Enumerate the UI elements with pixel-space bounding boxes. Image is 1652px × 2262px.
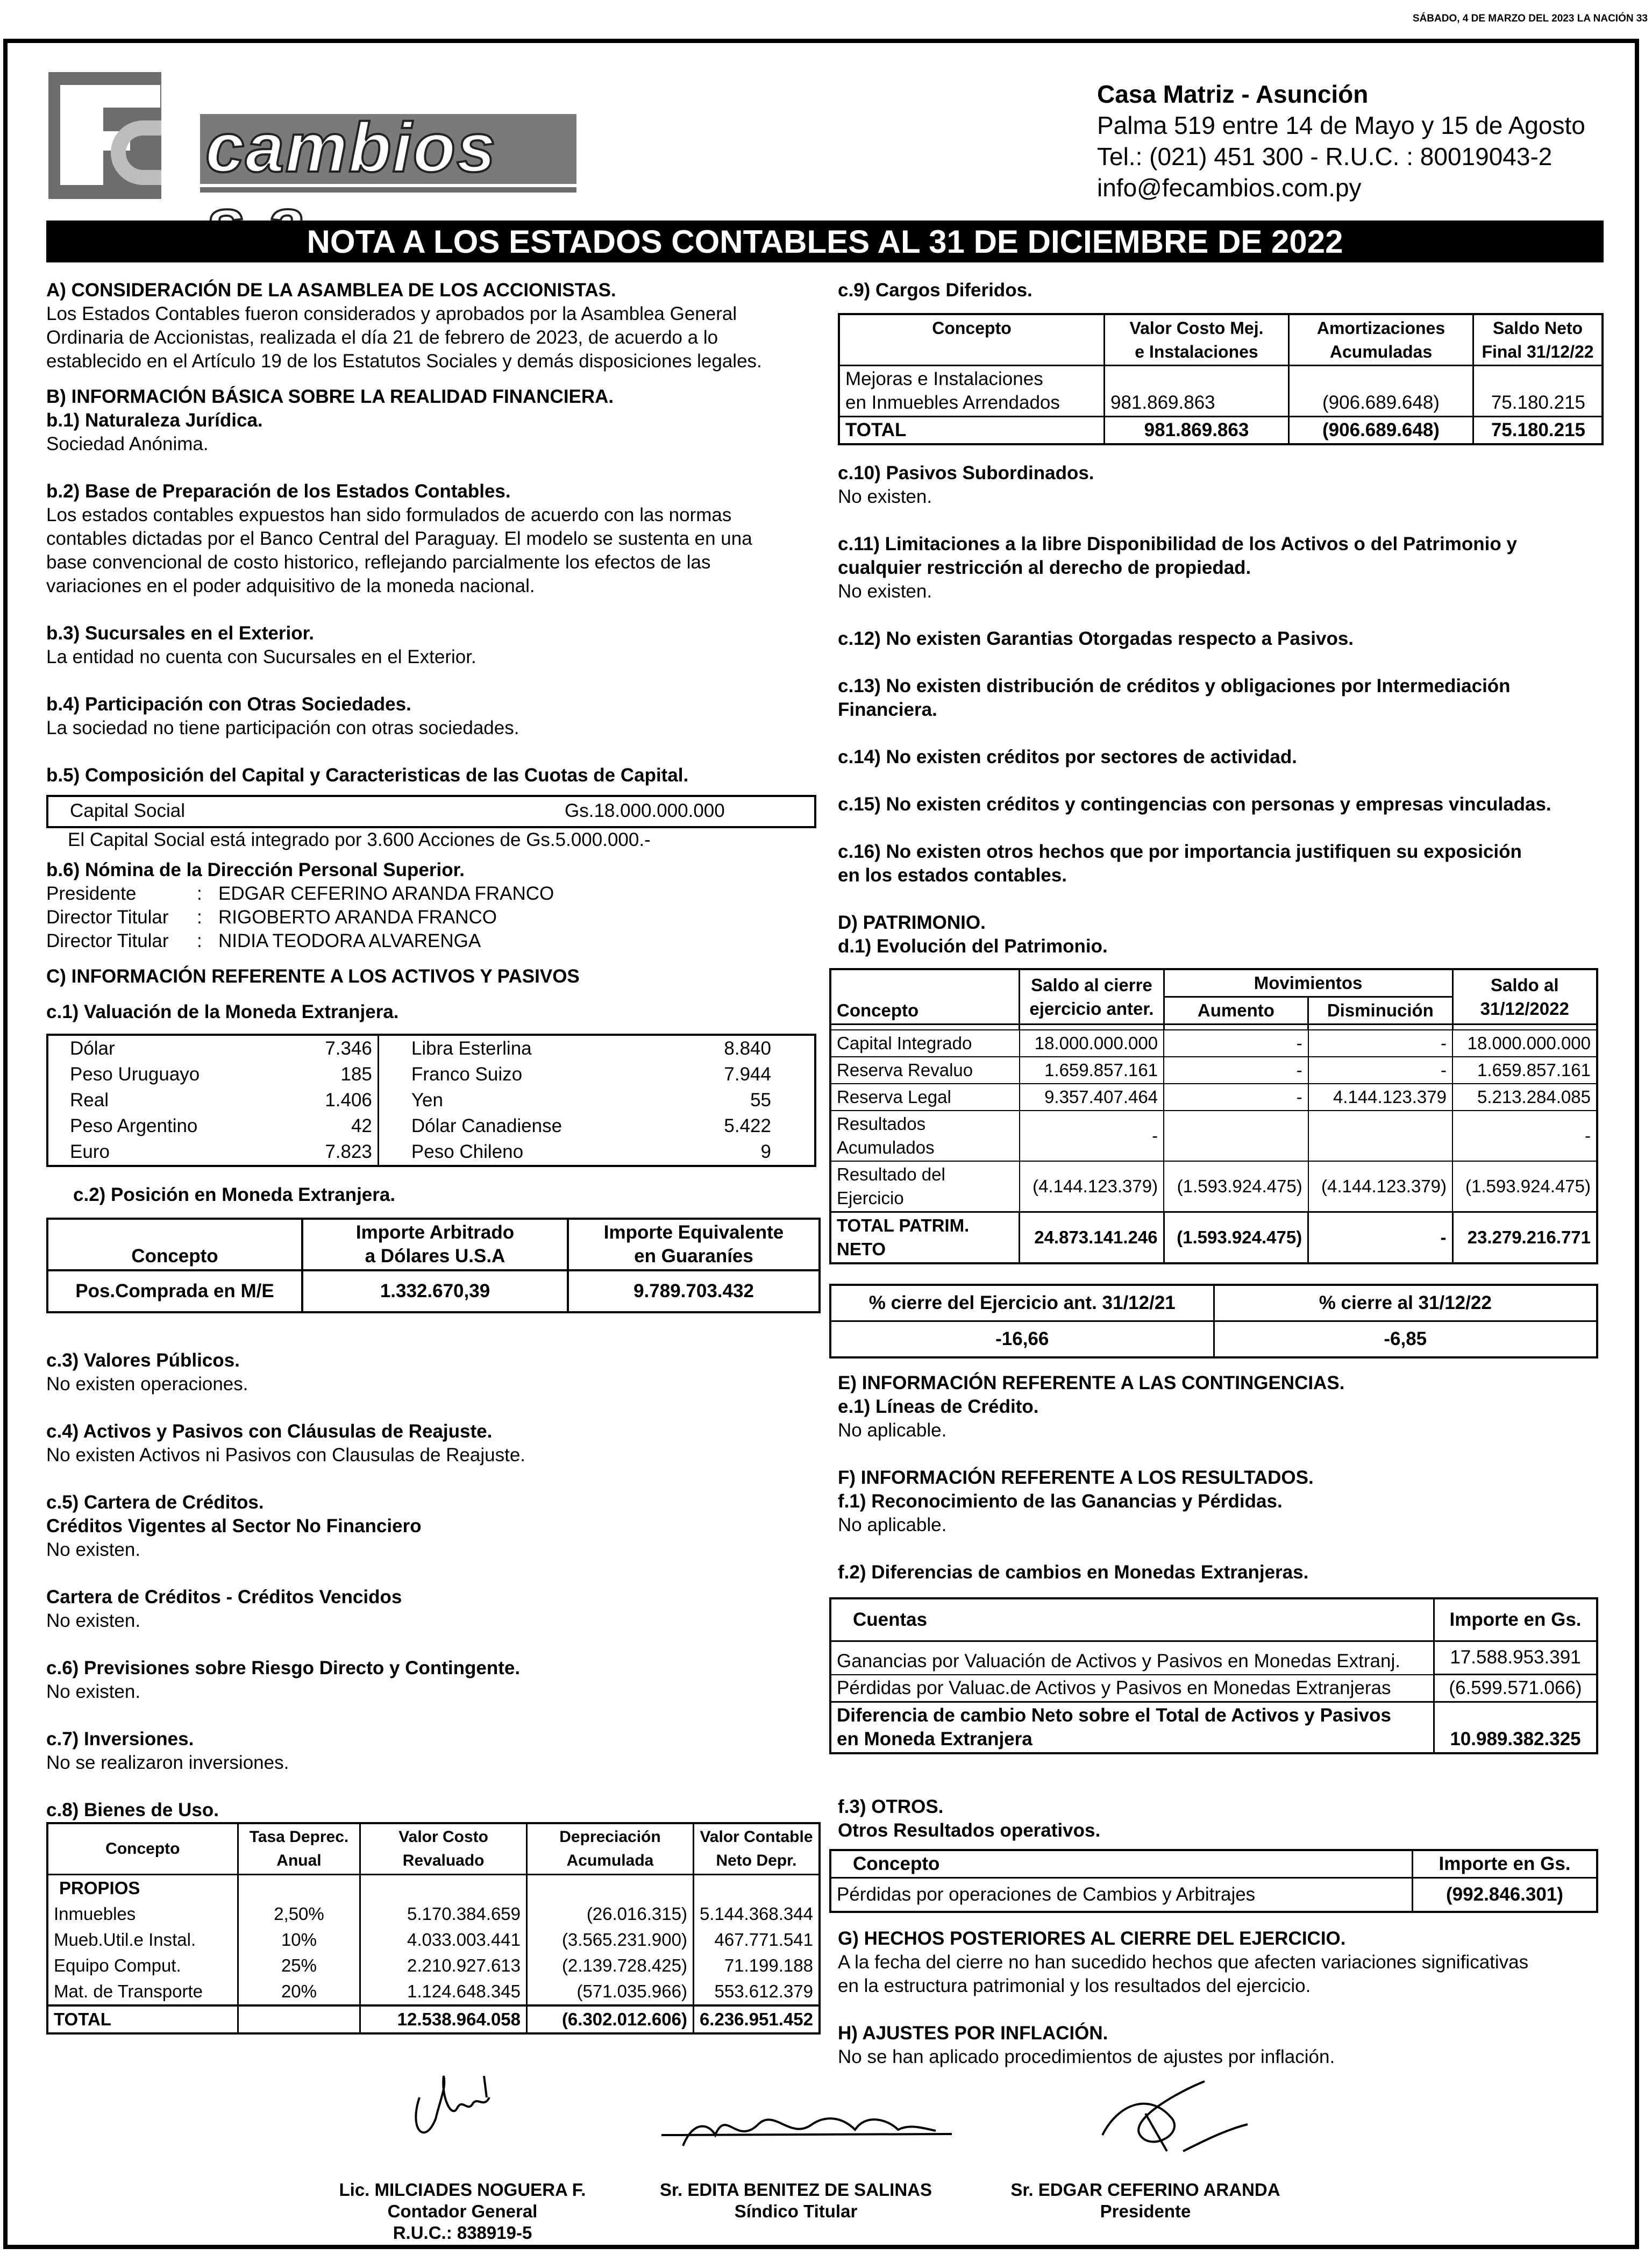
table-cell: -16,66 [830,1321,1214,1357]
section-b-title: B) INFORMACIÓN BÁSICA SOBRE LA REALIDAD FINANCIERA. [46,386,614,407]
column-header: Importe en Gs. [1413,1850,1598,1878]
c9-title: c.9) Cargos Diferidos. [838,280,1032,301]
section-a-text: Ordinaria de Accionistas, realizada el día 21 de febrero de 2023, de acuerdo a lo [46,327,718,348]
section-a-title: A) CONSIDERACIÓN DE LA ASAMBLEA DE LOS ACCIONISTAS. [46,280,616,301]
h-text: No se han aplicado procedimientos de ajustes por inflación. [838,2046,1335,2067]
table-row [830,1057,1597,1084]
table-cell: TOTAL [54,2009,111,2029]
c5-subtitle: Créditos Vigentes al Sector No Financiero [46,1516,422,1537]
section-g-title: G) HECHOS POSTERIORES AL CIERRE DEL EJERCICIO. [838,1928,1346,1949]
signature-block-president [989,2179,1301,2222]
table-header-row [830,969,1597,997]
e1-text: No aplicable. [838,1419,947,1441]
table-cell: 25% [238,1953,360,1979]
column-header: Aumento [1164,997,1308,1025]
table-cell: 1.659.857.161 [1452,1057,1597,1084]
table-cell [1308,1111,1452,1161]
table-cell: 9.357.407.464 [1020,1084,1164,1111]
left-column [46,279,821,2035]
table-row [47,1087,815,1113]
column-header-line: a Dólares U.S.A [365,1246,505,1267]
section-c-title: C) INFORMACIÓN REFERENTE A LOS ACTIVOS Y PASIVOS [46,966,580,987]
c3-title: c.3) Valores Públicos. [46,1350,240,1371]
table-cell: 75.180.215 [1473,417,1603,445]
table-cell: Yen [411,1090,443,1111]
director-sep: : [197,930,202,951]
b2-text: contables dictadas por el Banco Central del Paraguay. El modelo se sustenta en una [46,528,752,549]
table-header-row [830,1285,1597,1321]
signatory-ruc: R.U.C.: 838919-5 [393,2223,532,2243]
table-cell: (6.302.012.606) [527,2005,694,2033]
table-header-row [47,1823,820,1875]
table-cell: Mat. de Transporte [54,1981,203,2001]
table-cell: 71.199.188 [693,1953,820,1979]
table-cell: Peso Argentino [70,1115,198,1136]
column-header [568,1219,820,1270]
signature-scribble-1 [403,2065,500,2157]
director-name: EDGAR CEFERINO ARANDA FRANCO [218,883,554,904]
table-cell: Resultados Acumulados [830,1111,1020,1161]
currency-valuation-table [46,1034,816,1167]
column-header-line: Tasa Deprec. [249,1828,349,1846]
section-d-title: D) PATRIMONIO. [838,912,986,933]
table-cell: Reserva Revaluo [830,1057,1020,1084]
table-cell: - [1164,1057,1308,1084]
f3-title: f.3) OTROS. [838,1796,944,1817]
column-header-line: Importe Equivalente [603,1222,784,1243]
table-cell: 20% [238,1979,360,2005]
table-header-row [47,1219,820,1270]
b3-text: La entidad no cuenta con Sucursales en el Exterior. [46,646,476,667]
table-row [830,1641,1597,1675]
f2-title: f.2) Diferencias de cambios en Monedas Extranjeras. [838,1561,1309,1583]
b1-text: Sociedad Anónima. [46,433,209,454]
column-header-line: Importe Arbitrado [355,1222,515,1243]
column-header-line: e Instalaciones [1135,342,1258,361]
column-header-line: Final 31/12/22 [1482,342,1594,361]
g-text: A la fecha del cierre no han sucedido hechos que afecten variaciones significativas [838,1952,1529,1973]
cell-line: Diferencia de cambio Neto sobre el Total de Activos y Pasivos [837,1705,1391,1726]
table-cell: 2.210.927.613 [360,1953,527,1979]
hq-address: Palma 519 entre 14 de Mayo y 15 de Agosto [1097,111,1585,139]
table-cell: 5.422 [724,1115,771,1136]
directors-list [46,882,821,953]
c4-text: No existen Activos ni Pasivos con Clausulas de Reajuste. [46,1445,526,1466]
column-header: Concepto [47,1823,238,1875]
table-cell: - [1308,1030,1452,1057]
table-cell: 17.588.953.391 [1434,1641,1598,1675]
table-cell: 5.213.284.085 [1452,1084,1597,1111]
table-cell: Pérdidas por operaciones de Cambios y Arbitrajes [830,1878,1413,1912]
signatory-role: Presidente [1100,2201,1191,2221]
column-header [527,1823,694,1875]
table-cell: (906.689.648) [1289,417,1473,445]
table-header-row [839,314,1603,366]
c6-title: c.6) Previsiones sobre Riesgo Directo y Contingente. [46,1658,521,1678]
b2-text: Los estados contables expuestos han sido formulados de acuerdo con las normas [46,504,732,525]
g-text: en la estructura patrimonial y los resultados del ejercicio. [838,1975,1311,1996]
table-row [47,1927,820,1953]
table-cell: (3.565.231.900) [527,1927,694,1953]
cell-line: en Inmuebles Arrendados [845,392,1060,413]
table-cell: - [1452,1111,1597,1161]
b6-title: b.6) Nómina de la Dirección Personal Superior. [46,859,465,880]
c10-text: No existen. [838,486,932,507]
table-cell: 7.944 [724,1064,771,1085]
right-column [838,279,1604,2069]
c11-text: No existen. [838,581,932,602]
table-cell: Pos.Comprada en M/E [47,1270,302,1312]
capital-label: Capital Social [70,800,185,821]
column-header-line: Anual [276,1852,322,1869]
percent-table [829,1284,1598,1358]
c5b-text: No existen. [46,1610,141,1631]
e1-title: e.1) Líneas de Crédito. [838,1396,1039,1417]
table-cell: (26.016.315) [527,1901,694,1927]
table-row [839,366,1603,417]
table-cell: Real [70,1090,109,1111]
table-cell: - [1308,1212,1452,1263]
table-cell: TOTAL PATRIM. NETO [830,1212,1020,1263]
table-cell: 981.869.863 [1105,366,1289,417]
c7-text: No se realizaron inversiones. [46,1752,289,1773]
other-results-table [829,1849,1598,1913]
c10-title: c.10) Pasivos Subordinados. [838,463,1094,483]
table-cell: 553.612.379 [693,1979,820,2005]
column-header [1289,314,1473,366]
column-header-line: Valor Costo Mej. [1129,318,1264,338]
column-header: Importe en Gs. [1434,1598,1598,1641]
cell-line: en Moneda Extranjera [837,1728,1032,1749]
table-cell: (1.593.924.475) [1452,1161,1597,1212]
table-header-row [830,1598,1597,1641]
column-header-line: Acumuladas [1329,342,1433,361]
table-cell: Franco Suizo [411,1064,523,1085]
table-cell: Reserva Legal [830,1084,1020,1111]
table-cell: 7.823 [289,1139,379,1166]
table-cell: Euro [70,1141,110,1162]
c8-title: c.8) Bienes de Uso. [46,1799,219,1820]
c1-title: c.1) Valuación de la Moneda Extranjera. [46,1001,399,1022]
table-cell: Dólar Canadiense [411,1115,562,1136]
signatory-name: Lic. MILCIADES NOGUERA F. [339,2180,586,2200]
page-number: 33 [1636,13,1648,24]
table-total-row [839,417,1603,445]
table-cell: 23.279.216.771 [1452,1212,1597,1263]
fx-differences-table [829,1597,1598,1755]
section-a-text: establecido en el Artículo 19 de los Estatutos Sociales y demás disposiciones legales. [46,351,762,372]
director-row [46,929,821,953]
cell-line: Mejoras e Instalaciones [845,368,1043,389]
column-header: Movimientos [1164,969,1452,997]
section-f-title: F) INFORMACIÓN REFERENTE A LOS RESULTADOS. [838,1467,1314,1488]
signature-block-syndic [645,2179,946,2222]
f1-text: No aplicable. [838,1514,947,1535]
column-header-line: Saldo al cierre [1031,974,1152,995]
headquarters-info [1097,79,1585,203]
table-cell: (906.689.648) [1289,366,1473,417]
table-cell: (571.035.966) [527,1979,694,2005]
column-header [1473,314,1603,366]
table-cell: - [1020,1111,1164,1161]
f1-title: f.1) Reconocimiento de las Ganancias y Pérdidas. [838,1490,1283,1512]
logo-wordmark [200,108,576,187]
table-cell: 7.346 [289,1035,379,1062]
b2-text: base convencional de costo historico, reflejando parcialmente los efectos de las [46,552,711,573]
f3-subtitle: Otros Resultados operativos. [838,1820,1101,1841]
table-cell: 5.170.384.659 [360,1901,527,1927]
table-cell: 24.873.141.246 [1020,1212,1164,1263]
table-cell: Pérdidas por Valuac.de Activos y Pasivos en Monedas Extranjeras [830,1675,1434,1702]
table-header-row [830,1850,1597,1878]
table-cell: 2,50% [238,1901,360,1927]
column-header-line: Saldo al [1490,974,1559,995]
c5-text: No existen. [46,1539,141,1560]
table-row [47,1062,815,1087]
hq-phone: Tel.: (021) 451 300 - R.U.C. : 80019043-2 [1097,143,1553,170]
equity-evolution-table [829,968,1598,1264]
table-cell: 18.000.000.000 [1452,1030,1597,1057]
table-cell: 8.840 [724,1038,771,1059]
table-row [830,1675,1597,1702]
table-cell: 9 [760,1141,771,1162]
column-header: Concepto [830,969,1020,1025]
table-row [830,1030,1597,1057]
table-row [47,1875,820,1902]
capital-value: Gs.18.000.000.000 [565,800,725,821]
table-row [830,1161,1597,1212]
capital-box [46,795,816,828]
column-header [1452,969,1597,1025]
table-cell [1164,1111,1308,1161]
table-cell: - [1308,1057,1452,1084]
table-cell: Peso Uruguayo [70,1064,200,1085]
table-cell: 4.033.003.441 [360,1927,527,1953]
table-row [47,1035,815,1062]
b2-title: b.2) Base de Preparación de los Estados Contables. [46,481,511,502]
table-total-row [830,1212,1597,1263]
column-header: Cuentas [830,1598,1434,1641]
table-cell: 9.789.703.432 [568,1270,820,1312]
table-row [47,1953,820,1979]
table-cell: (4.144.123.379) [1308,1161,1452,1212]
table-cell: 5.144.368.344 [693,1901,820,1927]
c15-title: c.15) No existen créditos y contingencias con personas y empresas vinculadas. [838,794,1551,815]
c14-title: c.14) No existen créditos por sectores de actividad. [838,746,1297,767]
director-role: Director Titular [46,907,169,928]
table-row [830,1321,1597,1357]
c16-title: en los estados contables. [838,865,1067,886]
table-cell: 1.406 [289,1087,379,1113]
table-cell: 10.989.382.325 [1434,1702,1598,1754]
column-header-line: Valor Contable [700,1828,813,1846]
table-cell: - [1164,1084,1308,1111]
c3-text: No existen operaciones. [46,1374,248,1395]
table-cell: 10% [238,1927,360,1953]
column-header: % cierre al 31/12/22 [1214,1285,1597,1321]
c2-title: c.2) Posición en Moneda Extranjera. [73,1184,396,1205]
section-e-title: E) INFORMACIÓN REFERENTE A LAS CONTINGENCIAS. [838,1372,1345,1393]
table-cell: (1.593.924.475) [1164,1212,1308,1263]
table-cell: 6.236.951.452 [693,2005,820,2033]
column-header [1105,314,1289,366]
table-row [830,1111,1597,1161]
section-h-title: H) AJUSTES POR INFLACIÓN. [838,2023,1108,2044]
table-total-row [47,2005,820,2033]
table-cell: Peso Chileno [411,1141,524,1162]
director-sep: : [197,883,202,904]
c7-title: c.7) Inversiones. [46,1728,194,1749]
c16-title: c.16) No existen otros hechos que por importancia justifiquen su exposición [838,841,1522,862]
table-row [47,1270,820,1312]
fixed-assets-table [46,1822,821,2035]
director-name: NIDIA TEODORA ALVARENGA [218,930,481,951]
b5-title: b.5) Composición del Capital y Caracteristicas de las Cuotas de Capital. [46,765,689,786]
column-header-line: Neto Depr. [716,1852,797,1869]
table-row [47,1113,815,1139]
column-header-line: Depreciación [559,1828,661,1846]
column-header-line: Saldo Neto [1492,318,1583,338]
column-header: % cierre del Ejercicio ant. 31/12/21 [830,1285,1214,1321]
table-row [47,1979,820,2005]
column-header [238,1823,360,1875]
column-header-line: Valor Costo [398,1828,488,1846]
table-cell: 4.144.123.379 [1308,1084,1452,1111]
c13-title: c.13) No existen distribución de créditos y obligaciones por Intermediación [838,675,1511,696]
column-header: Concepto [830,1850,1413,1878]
table-cell: Resultado del Ejercicio [830,1161,1020,1212]
signatory-role: Síndico Titular [734,2201,858,2221]
signature-scribble-3 [1086,2071,1258,2173]
table-cell: - [1164,1030,1308,1057]
table-cell: 185 [289,1062,379,1087]
table-cell: (4.144.123.379) [1020,1161,1164,1212]
c13-title: Financiera. [838,699,937,720]
dateline: SÁBADO, 4 DE MARZO DEL 2023 [1412,13,1575,24]
table-cell: Mueb.Util.e Instal. [54,1930,196,1950]
paper-name: LA NACIÓN [1577,13,1634,24]
table-cell: (1.593.924.475) [1164,1161,1308,1212]
table-row [830,1878,1597,1912]
hq-email: info@fecambios.com.py [1097,174,1362,202]
column-header-line: en Guaraníes [634,1246,753,1267]
fx-position-table [46,1218,821,1313]
column-header: Concepto [839,314,1105,366]
logo-text: cambios [205,108,497,187]
column-header [302,1219,568,1270]
table-cell: 1.124.648.345 [360,1979,527,2005]
c11-title: c.11) Limitaciones a la libre Disponibilidad de los Activos o del Patrimonio y [838,534,1517,554]
table-cell: (2.139.728.425) [527,1953,694,1979]
column-header-line: ejercicio anter. [1029,998,1154,1019]
table-cell: -6,85 [1214,1321,1597,1357]
table-cell: TOTAL [839,417,1105,445]
c5-title: c.5) Cartera de Créditos. [46,1492,264,1513]
group-label: PROPIOS [47,1875,238,1902]
column-header-line: Amortizaciones [1316,318,1446,338]
b3-title: b.3) Sucursales en el Exterior. [46,623,314,644]
table-cell [839,366,1105,417]
signature-block-accountant [323,2179,602,2244]
deferred-charges-table [838,313,1604,445]
column-header: Disminución [1308,997,1452,1025]
table-cell: Capital Integrado [830,1030,1020,1057]
table-cell: Inmuebles [54,1904,136,1924]
column-header-line: Acumulada [566,1852,654,1869]
c4-title: c.4) Activos y Pasivos con Cláusulas de Reajuste. [46,1421,493,1442]
c5b-title: Cartera de Créditos - Créditos Vencidos [46,1587,402,1607]
table-cell: 981.869.863 [1105,417,1289,445]
table-cell: Ganancias por Valuación de Activos y Pasivos en Monedas Extranj. [830,1641,1434,1675]
column-header-line: Revaluado [402,1852,485,1869]
table-total-row [830,1702,1597,1754]
page-title: NOTA A LOS ESTADOS CONTABLES AL 31 DE DICIEMBRE DE 2022 [46,220,1604,262]
table-cell: Equipo Comput. [54,1955,181,1975]
table-cell: 55 [750,1090,771,1111]
section-a-text: Los Estados Contables fueron considerados y aprobados por la Asamblea General [46,303,737,324]
table-cell: 75.180.215 [1473,366,1603,417]
table-cell: 42 [289,1113,379,1139]
director-role: Director Titular [46,930,169,951]
table-cell [830,1702,1434,1754]
b2-text: variaciones en el poder adquisitivo de la moneda nacional. [46,575,535,596]
column-header [360,1823,527,1875]
logo-underline [200,187,576,193]
table-cell: 467.771.541 [693,1927,820,1953]
b4-title: b.4) Participación con Otras Sociedades. [46,694,411,715]
director-sep: : [197,907,202,928]
page-header [1413,13,1648,25]
b4-text: La sociedad no tiene participación con otras sociedades. [46,717,519,738]
table-cell: Dólar [70,1038,115,1059]
signatory-name: Sr. EDGAR CEFERINO ARANDA [1010,2180,1280,2200]
c6-text: No existen. [46,1681,141,1702]
column-header: Concepto [47,1219,302,1270]
column-header [693,1823,820,1875]
director-row [46,882,821,906]
c12-title: c.12) No existen Garantias Otorgadas respecto a Pasivos. [838,628,1354,649]
table-row [830,1084,1597,1111]
director-row [46,906,821,929]
column-header [1020,969,1164,1025]
table-cell: 12.538.964.058 [360,2005,527,2033]
capital-note: El Capital Social está integrado por 3.600 Acciones de Gs.5.000.000.- [68,829,651,850]
signatory-role: Contador General [387,2201,538,2221]
b1-title: b.1) Naturaleza Jurídica. [46,410,263,431]
director-name: RIGOBERTO ARANDA FRANCO [218,907,497,928]
table-row [47,1901,820,1927]
d1-title: d.1) Evolución del Patrimonio. [838,936,1108,957]
table-cell: (6.599.571.066) [1434,1675,1598,1702]
table-row [47,1139,815,1166]
table-cell: Libra Esterlina [411,1038,532,1059]
hq-title: Casa Matriz - Asunción [1097,80,1369,108]
table-cell: 1.659.857.161 [1020,1057,1164,1084]
c11-title: cualquier restricción al derecho de propiedad. [838,557,1251,578]
table-cell: 1.332.670,39 [302,1270,568,1312]
column-header-line: 31/12/2022 [1480,998,1569,1019]
director-role: Presidente [46,883,137,904]
signatory-name: Sr. EDITA BENITEZ DE SALINAS [659,2180,932,2200]
logo-mark [48,72,161,199]
table-cell: 18.000.000.000 [1020,1030,1164,1057]
table-cell: (992.846.301) [1413,1878,1598,1912]
signature-scribble-2 [651,2097,973,2162]
